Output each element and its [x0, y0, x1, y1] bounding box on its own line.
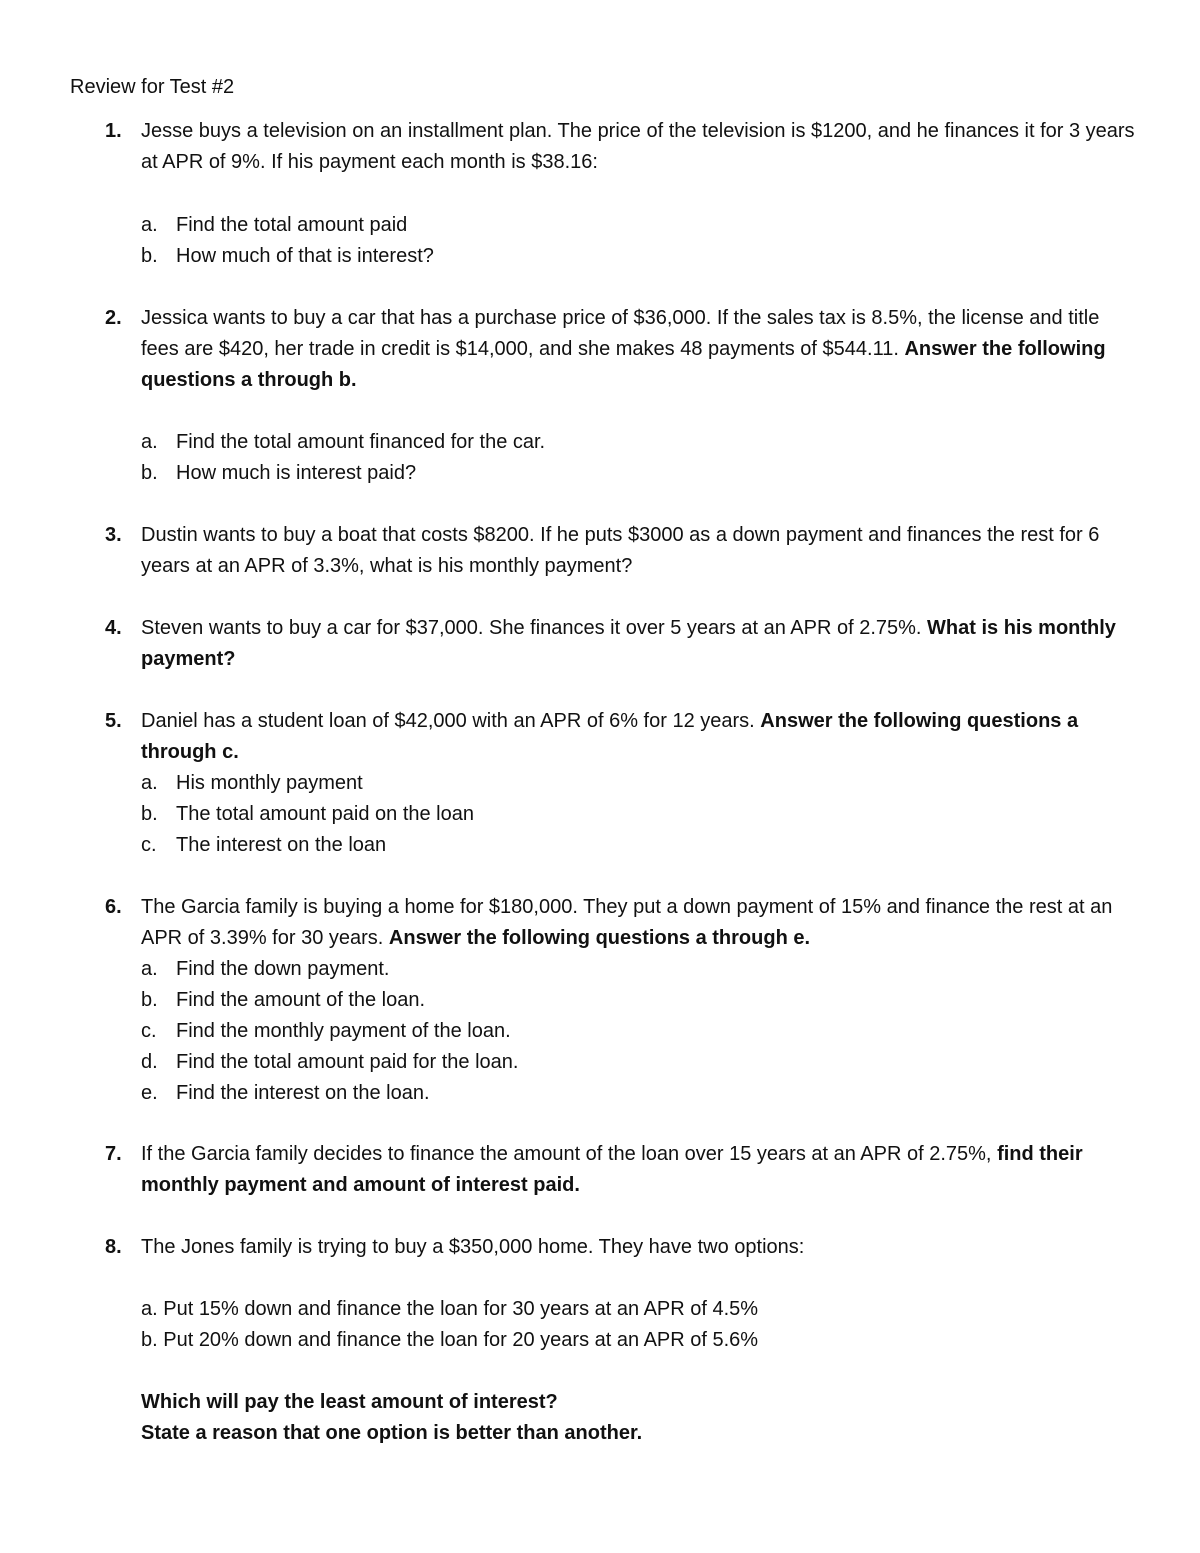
sub-item-text: How much is interest paid?	[176, 462, 417, 484]
question-instruction: find their monthly payment and amount of interest paid.	[141, 1143, 1083, 1196]
question-text: Jessica wants to buy a car that has a purchase price of $36,000. If the sales tax is 8.5%, the license and title fees are $420, her trade in credit is $14,000, and she makes 48 payments of $544.11.	[141, 307, 1100, 360]
question-1	[105, 116, 1135, 178]
sub-item-text: Find the total amount paid for the loan.	[176, 1051, 519, 1073]
sub-item-text: How much of that is interest?	[176, 245, 434, 267]
sub-item-letter: c.	[141, 1020, 157, 1042]
sub-item-text: Find the amount of the loan.	[176, 989, 426, 1011]
question-instruction: Answer the following questions a through b.	[141, 338, 1106, 391]
question-3	[105, 520, 1135, 582]
closing-question: State a reason that one option is better than another.	[141, 1422, 643, 1444]
sub-item	[141, 458, 416, 489]
question-number: 6.	[105, 896, 122, 918]
question-number: 5.	[105, 710, 122, 732]
option-b: b. Put 20% down and finance the loan for 20 years at an APR of 5.6%	[141, 1329, 759, 1351]
sub-item	[141, 985, 425, 1016]
sub-item	[141, 1047, 518, 1078]
sub-item	[141, 1016, 511, 1047]
sub-item-letter: a.	[141, 431, 158, 453]
sub-item-text: Find the interest on the loan.	[176, 1082, 430, 1104]
sub-item-text: His monthly payment	[176, 772, 363, 794]
question-number: 7.	[105, 1143, 122, 1165]
question-4	[105, 613, 1135, 675]
question-text: Steven wants to buy a car for $37,000. She finances it over 5 years at an APR of 2.75%.	[141, 617, 922, 639]
option-a: a. Put 15% down and finance the loan for 30 years at an APR of 4.5%	[141, 1298, 759, 1320]
sub-item-text: Find the total amount paid	[176, 214, 408, 236]
question-7	[105, 1139, 1135, 1201]
question-text: If the Garcia family decides to finance the amount of the loan over 15 years at an APR of 2.75%,	[141, 1143, 992, 1165]
question-text: The Garcia family is buying a home for $180,000. They put a down payment of 15% and finance the rest at an APR of 3.39% for 30 years.	[141, 896, 1113, 949]
sub-item-letter: b.	[141, 462, 158, 484]
sub-item-letter: d.	[141, 1051, 158, 1073]
sub-item	[141, 954, 389, 985]
closing-question: Which will pay the least amount of interest?	[141, 1391, 558, 1413]
sub-item	[141, 241, 434, 272]
sub-item	[141, 1078, 430, 1109]
sub-item	[141, 210, 407, 241]
sub-item-letter: a.	[141, 958, 158, 980]
sub-item-text: The interest on the loan	[176, 834, 387, 856]
sub-item-letter: a.	[141, 772, 158, 794]
sub-item	[141, 830, 386, 861]
sub-item-letter: e.	[141, 1082, 158, 1104]
sub-item-letter: b.	[141, 989, 158, 1011]
question-2	[105, 303, 1135, 396]
sub-item	[141, 799, 474, 830]
sub-item-text: Find the total amount financed for the car.	[176, 431, 546, 453]
question-6	[105, 892, 1135, 954]
question-instruction: What is his monthly payment?	[141, 617, 1116, 670]
question-text: The Jones family is trying to buy a $350,000 home. They have two options:	[141, 1236, 805, 1258]
question-text: Daniel has a student loan of $42,000 with an APR of 6% for 12 years.	[141, 710, 755, 732]
question-5	[105, 706, 1135, 768]
question-number: 1.	[105, 120, 122, 142]
question-text: Jesse buys a television on an installment plan. The price of the television is $1200, and he finances it for 3 years at APR of 9%. If his payment each month is $38.16:	[141, 120, 1135, 173]
sub-item-text: Find the monthly payment of the loan.	[176, 1020, 511, 1042]
question-8	[105, 1232, 1135, 1263]
question-number: 4.	[105, 617, 122, 639]
sub-item-letter: a.	[141, 214, 158, 236]
sub-item	[141, 768, 363, 799]
question-instruction: Answer the following questions a through c.	[141, 710, 1079, 763]
sub-item-text: The total amount paid on the loan	[176, 803, 474, 825]
sub-item-text: Find the down payment.	[176, 958, 390, 980]
sub-item-letter: c.	[141, 834, 157, 856]
question-instruction: Answer the following questions a through e.	[388, 927, 811, 949]
question-number: 8.	[105, 1236, 122, 1258]
question-number: 2.	[105, 307, 122, 329]
sub-item	[141, 427, 545, 458]
sub-item-letter: b.	[141, 245, 158, 267]
question-number: 3.	[105, 524, 122, 546]
sub-item-letter: b.	[141, 803, 158, 825]
question-text: Dustin wants to buy a boat that costs $8200. If he puts $3000 as a down payment and finances the rest for 6 years at an APR of 3.3%, what is his monthly payment?	[141, 524, 1100, 577]
page-title: Review for Test #2	[70, 76, 235, 98]
